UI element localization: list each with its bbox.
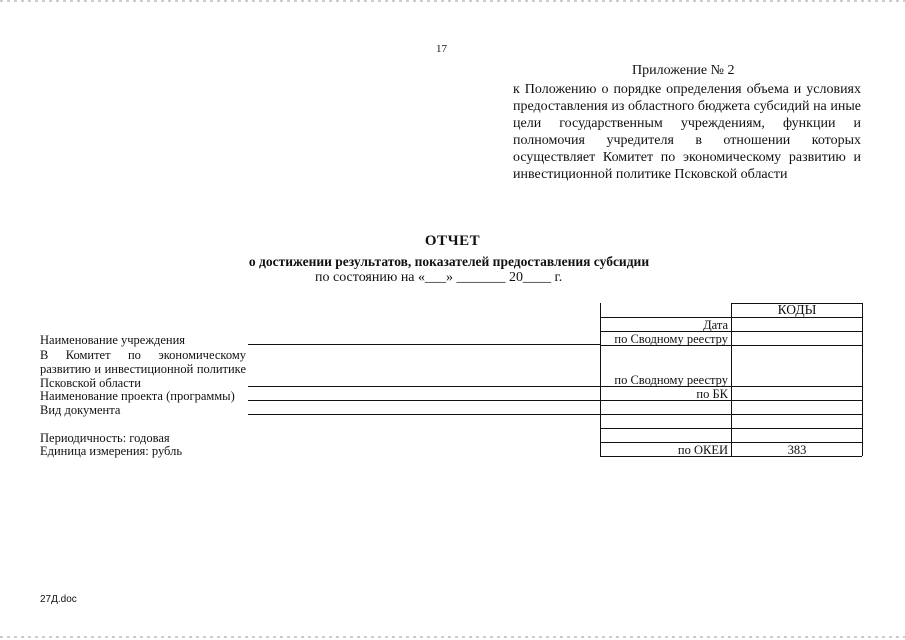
committee-field[interactable] (248, 386, 600, 387)
codes-row-label: Дата (703, 318, 728, 332)
institution-field[interactable] (248, 344, 600, 345)
codes-row-label: по БК (696, 387, 728, 401)
unit-label: Единица измерения: рубль (40, 444, 183, 458)
report-subtitle: о достижении результатов, показателей предоставления субсидии (248, 254, 650, 269)
codes-row-label: по Сводному реестру (614, 332, 728, 346)
report-date-line: по состоянию на «___» _______ 20____ г. (315, 270, 563, 285)
institution-label: Наименование учреждения (40, 333, 186, 347)
codes-table-right-border (862, 303, 863, 456)
okei-code-value[interactable]: 383 (787, 443, 807, 457)
committee-label: В Комитет по экономическому развитию и инвестиционной политике Псковской области (40, 348, 246, 390)
annex-body: к Положению о порядке определения объема и условиях предоставления из областного бюджета субсидий на иные цели государственным учреждениям, функции и полномочия учредителя в отношении которых осуществляет Комитет по экономическому развитию и инвестиционной политике Псковской области (513, 82, 861, 182)
top-scan-edge (0, 0, 905, 2)
project-label: Наименование проекта (программы) (40, 389, 235, 403)
doc-type-label: Вид документа (40, 403, 121, 417)
annex-title: Приложение № 2 (632, 63, 735, 78)
codes-table-left-border (600, 303, 601, 456)
periodicity-label: Периодичность: годовая (40, 431, 170, 445)
project-field[interactable] (248, 400, 600, 401)
codes-table-divider (731, 303, 732, 456)
report-title: ОТЧЕТ (424, 233, 481, 249)
page-number: 17 (436, 43, 447, 55)
footer-filename: 27Д.doc (40, 594, 77, 605)
bottom-scan-edge (0, 636, 905, 638)
codes-row-label: по ОКЕИ (677, 443, 728, 457)
doc-type-field[interactable] (248, 414, 600, 415)
codes-row-label: по Сводному реестру (614, 373, 728, 387)
codes-header: КОДЫ (777, 302, 817, 317)
